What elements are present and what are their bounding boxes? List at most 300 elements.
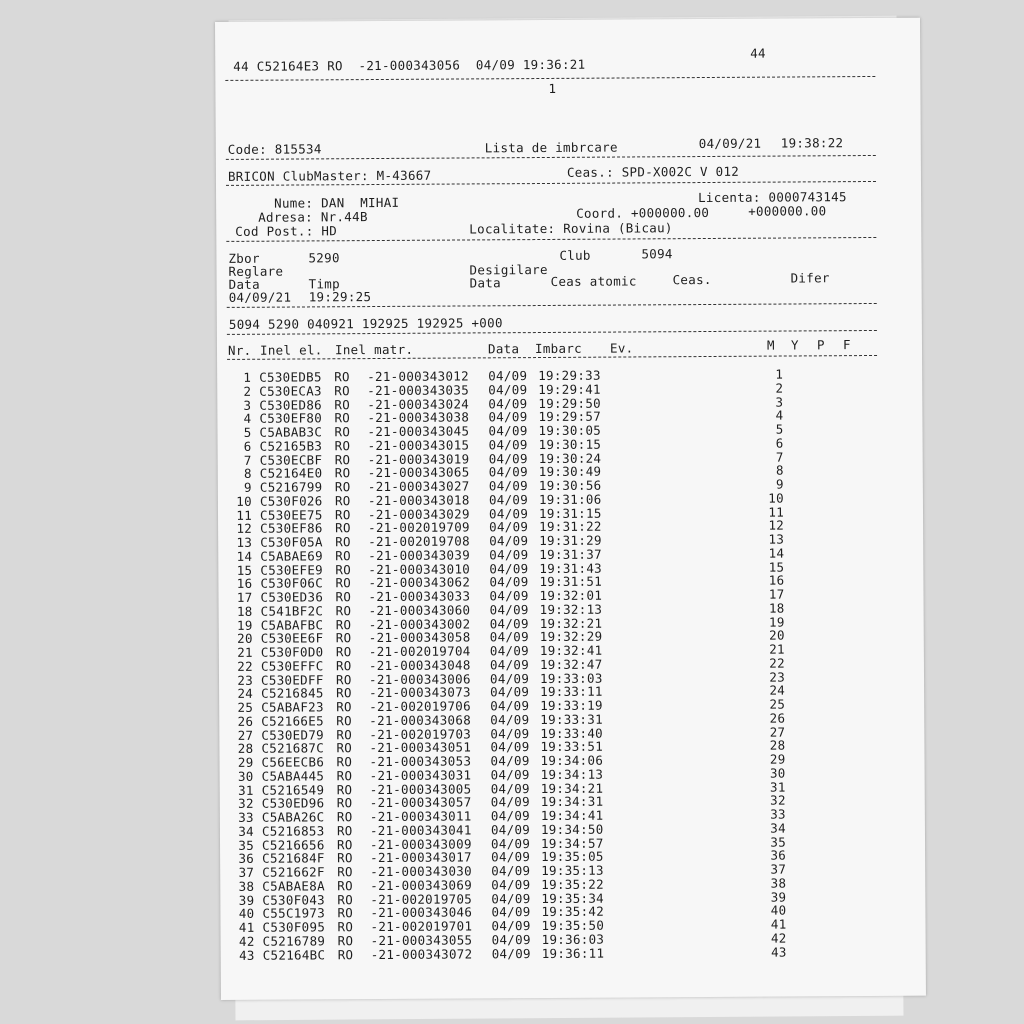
owner-address: Adresa: Nr.44B [258,209,368,225]
row-ring-number: -21-000343046 [370,904,473,921]
col-inel-el: Inel el. [259,342,323,358]
row-time: 19:31:06 [538,491,602,507]
row-ring-electronic: C530F026 [259,493,323,509]
row-date: 04/09 [489,533,529,549]
row-date: 04/09 [490,821,531,838]
row-date: 04/09 [488,450,528,466]
col-imbarc: Imbarc [534,340,583,357]
row-date: 04/09 [490,711,530,728]
row-ring-number: -21-000343045 [367,423,470,440]
row-number: 12 [236,521,253,537]
date-label-2: Data [469,275,501,291]
row-rank: 33 [770,806,786,822]
row-rank: 21 [769,641,785,657]
row-ring-electronic: C5ABAE8A [262,878,325,894]
row-time: 19:32:29 [539,628,603,645]
row-time: 19:35:22 [541,876,604,892]
locality: Localitate: Rovina (Bicau) [469,220,673,237]
row-ring-electronic: C530EF80 [259,410,323,426]
row-number: 18 [236,603,253,619]
row-ring-number: -21-000343057 [369,794,472,811]
row-country: RO [336,712,352,729]
row-time: 19:32:47 [539,656,603,672]
row-country: RO [337,919,354,935]
row-number: 9 [243,479,252,495]
row-rank: 19 [768,614,785,630]
row-time: 19:32:41 [539,642,603,659]
row-number: 21 [237,644,253,660]
row-ring-electronic: C5ABA445 [261,768,325,784]
time-label: Timp [308,276,340,292]
row-ring-number: -21-000343005 [369,780,472,797]
row-ring-number: -21-000343055 [370,932,473,948]
row-time: 19:35:34 [541,890,605,906]
adjustment-time: 19:29:25 [308,289,372,305]
row-ring-number: -21-000343027 [367,478,470,495]
row-number: 15 [236,562,253,578]
row-country: RO [335,520,351,536]
row-ring-electronic: C52166E5 [261,713,324,729]
row-time: 19:34:57 [540,835,604,851]
row-number: 11 [236,507,253,523]
row-date: 04/09 [490,753,530,769]
row-country: RO [335,630,352,646]
row-country: RO [334,369,350,385]
row-country: RO [334,382,350,399]
row-number: 19 [236,617,253,633]
col-m: M [766,337,775,353]
row-number: 17 [236,589,253,605]
flight-label: Zbor [228,250,260,266]
row-ring-electronic: C530F0D0 [260,644,324,660]
row-country: RO [335,534,351,550]
club-label: Club [559,247,591,263]
row-rank: 42 [770,930,787,946]
row-time: 19:33:51 [540,738,604,755]
row-ring-electronic: C5ABAE69 [260,548,323,564]
row-country: RO [334,396,351,412]
row-ring-number: -21-002019708 [368,533,470,550]
row-time: 19:30:49 [538,463,602,480]
row-number: 29 [237,754,254,770]
row-ring-number: -21-000343031 [369,767,472,783]
row-rank: 28 [769,737,786,753]
row-number: 39 [238,892,255,908]
row-date: 04/09 [490,698,530,714]
col-ev: Ev. [609,340,634,356]
coordinate-2: +000000.00 [748,203,827,219]
row-number: 28 [237,741,254,757]
row-ring-electronic: C521662F [262,864,325,880]
col-f: F [842,337,851,353]
row-rank: 9 [775,476,784,492]
row-time: 19:32:01 [539,587,603,604]
row-date: 04/09 [489,560,529,576]
row-number: 33 [238,809,254,825]
row-date: 04/09 [491,849,531,865]
row-number: 4 [243,411,252,427]
col-p: P [816,337,825,353]
row-number: 43 [238,947,255,963]
row-country: RO [334,506,351,522]
row-time: 19:34:50 [540,821,604,837]
row-ring-electronic: C5216549 [261,781,325,798]
row-time: 19:31:15 [538,505,602,521]
row-date: 04/09 [490,739,530,755]
row-date: 04/09 [488,478,529,494]
row-date: 04/09 [489,588,529,604]
row-country: RO [334,492,351,509]
row-number: 41 [238,919,255,935]
row-rank: 25 [769,696,786,712]
row-ring-number: -21-000343017 [370,849,472,866]
row-time: 19:31:29 [539,532,602,549]
row-country: RO [336,740,353,756]
row-number: 20 [237,631,253,647]
row-rank: 18 [768,600,785,616]
page-number: 1 [548,80,557,96]
row-time: 19:33:31 [540,711,603,727]
row-ring-electronic: C55C1973 [262,905,326,921]
row-country: RO [336,822,353,839]
row-ring-number: -21-000343010 [368,560,471,577]
row-ring-number: -21-000343011 [369,808,472,825]
row-ring-electronic: C5ABAB3C [259,424,323,440]
row-time: 19:30:15 [538,436,602,452]
row-number: 10 [236,493,252,509]
row-ring-number: -21-002019703 [369,725,472,742]
row-number: 40 [238,906,255,922]
row-time: 19:33:40 [540,725,604,741]
device-model: BRICON ClubMaster: M-43667 [227,167,432,184]
row-country: RO [334,451,351,467]
row-time: 19:35:42 [541,903,605,920]
table-row [221,944,921,962]
club-number: 5094 [641,246,673,262]
row-ring-electronic: C530EE6F [260,630,324,646]
row-time: 19:34:13 [540,766,604,782]
row-time: 19:34:41 [540,807,604,824]
row-number: 25 [237,699,254,715]
row-time: 19:30:24 [538,450,602,466]
row-ring-number: -21-000343051 [369,739,472,756]
row-country: RO [335,589,352,605]
row-rank: 26 [769,710,786,726]
row-number: 22 [237,658,253,674]
row-date: 04/09 [490,780,530,796]
row-country: RO [336,809,353,825]
row-rank: 3 [775,394,784,410]
row-date: 04/09 [488,395,528,411]
row-ring-electronic: C5216799 [259,479,323,495]
row-rank: 20 [769,627,785,643]
row-ring-number: -21-000343019 [367,450,470,467]
row-date: 04/09 [489,629,529,645]
row-country: RO [337,877,353,894]
row-country: RO [334,424,351,440]
row-rank: 43 [770,944,787,960]
row-ring-electronic: C5ABAF23 [261,699,324,715]
row-number: 34 [238,823,254,839]
row-country: RO [335,561,352,577]
row-time: 19:31:51 [539,573,603,590]
row-rank: 38 [770,875,787,891]
row-country: RO [335,657,352,674]
row-ring-number: -21-000343041 [369,822,472,838]
row-rank: 10 [768,490,784,506]
row-rank: 6 [775,435,784,451]
row-ring-number: -21-000343035 [367,382,470,398]
page-corner-number: 44 [750,45,766,61]
row-number: 6 [243,438,252,454]
row-rank: 5 [775,421,784,437]
row-number: 3 [243,397,252,413]
row-date: 04/09 [489,643,530,659]
row-ring-number: -21-000343018 [367,492,470,508]
row-time: 19:30:05 [538,422,602,439]
row-ring-number: -21-000343058 [368,629,471,646]
row-ring-electronic: C541BF2C [260,603,324,619]
row-rank: 35 [770,834,787,850]
row-number: 13 [236,534,253,550]
row-rank: 23 [769,669,786,685]
row-number: 32 [238,796,254,812]
row-time: 19:33:19 [540,697,603,714]
row-country: RO [336,754,353,770]
row-time: 19:34:21 [540,780,604,796]
row-number: 24 [237,686,254,702]
row-ring-number: -21-000343065 [367,464,470,481]
row-country: RO [336,699,352,715]
row-country: RO [335,547,351,564]
row-ring-electronic: C530EFFC [260,658,324,674]
row-ring-number: -21-000343073 [369,684,471,701]
row-ring-electronic: C5ABAFBC [260,616,324,633]
row-country: RO [335,575,352,591]
row-rank: 27 [769,724,786,740]
row-date: 04/09 [491,863,531,879]
row-ring-electronic: C52164E0 [259,465,323,481]
row-rank: 16 [768,572,785,588]
row-country: RO [334,479,351,495]
row-number: 1 [243,369,252,385]
row-country: RO [337,850,353,866]
row-country: RO [334,465,351,481]
adjustment-date: 04/09/21 [228,289,292,305]
row-country: RO [335,644,352,660]
row-rank: 32 [770,792,786,808]
col-nr: Nr. [227,342,252,358]
divider [226,155,876,160]
row-ring-number: -21-000343062 [368,574,471,591]
row-date: 04/09 [491,904,531,920]
row-ring-number: -21-000343015 [367,437,470,453]
row-rank: 4 [775,407,784,423]
row-date: 04/09 [488,491,529,508]
row-rank: 31 [769,779,786,795]
row-ring-electronic: C5216789 [262,933,326,949]
row-rank: 39 [770,889,787,905]
row-time: 19:31:22 [539,518,602,535]
row-rank: 1 [775,366,784,382]
row-number: 8 [243,466,252,482]
document-title: Lista de imbrcare [484,139,618,156]
row-time: 19:31:37 [539,546,602,562]
row-rank: 2 [775,380,784,396]
row-date: 04/09 [488,381,528,398]
row-rank: 36 [770,847,787,863]
row-time: 19:36:03 [541,931,605,947]
owner-name: Nume: DAN MIHAI [274,194,400,211]
row-rank: 15 [768,559,785,575]
row-number: 7 [243,452,252,468]
row-ring-number: -21-002019704 [368,643,471,660]
row-date: 04/09 [488,505,529,521]
difference-label: Difer [790,270,830,286]
row-number: 16 [236,576,253,592]
row-ring-number: -21-002019705 [370,890,473,907]
postal-code: Cod Post.: HD [235,223,338,239]
row-date: 04/09 [489,615,529,631]
clock-label: Ceas. [672,271,712,288]
row-rank: 41 [770,916,787,932]
row-rank: 30 [769,765,786,781]
row-date: 04/09 [490,766,530,783]
row-ring-number: -21-000343024 [367,395,470,412]
coordinate-1: Coord. +000000.00 [576,204,710,221]
row-date: 04/09 [490,794,530,810]
row-rank: 22 [769,655,785,671]
row-country: RO [336,726,353,742]
date-label: Data [228,276,260,292]
row-ring-electronic: C530EDB5 [259,369,322,385]
row-date: 04/09 [491,876,531,893]
row-rank: 24 [769,682,786,698]
row-time: 19:29:33 [538,367,601,384]
row-rank: 17 [768,586,785,602]
row-date: 04/09 [490,725,530,741]
row-number: 2 [243,383,252,399]
row-ring-electronic: C530EF86 [260,520,323,536]
flight-code-line: 5094 5290 040921 192925 192925 +000 [228,315,503,332]
row-rank: 7 [775,449,784,465]
row-ring-number: -21-000343053 [369,753,472,770]
adjustment-label: Reglare [228,263,284,279]
row-ring-electronic: C530ED86 [259,396,322,413]
row-number: 30 [237,768,254,784]
row-date: 04/09 [490,684,530,700]
row-date: 04/09 [488,423,528,439]
row-ring-electronic: C530ED36 [260,589,324,605]
row-ring-number: -21-000343006 [368,670,471,687]
row-country: RO [335,671,352,687]
row-date: 04/09 [491,945,531,961]
row-date: 04/09 [489,574,529,590]
row-rank: 14 [768,545,785,561]
row-date: 04/09 [489,601,529,618]
unsealing-label: Desigilare [469,261,548,278]
row-number: 26 [237,713,254,729]
club-code: Code: 815534 [227,141,322,157]
row-rank: 29 [769,751,786,767]
row-ring-electronic: C530EDFF [260,671,324,688]
row-country: RO [335,616,352,632]
row-ring-electronic: C530ED79 [261,726,325,743]
row-date: 04/09 [489,546,529,563]
row-ring-number: -21-000343048 [368,657,471,673]
row-time: 19:35:05 [541,848,604,865]
row-number: 31 [237,782,254,798]
row-time: 19:34:06 [540,752,604,769]
row-country: RO [336,836,353,852]
row-time: 19:32:21 [539,615,603,631]
row-country: RO [335,602,352,619]
row-date: 04/09 [491,931,531,948]
row-country: RO [336,781,353,797]
row-ring-number: -21-000343072 [370,945,473,962]
row-ring-number: -21-002019701 [370,918,473,935]
row-ring-electronic: C530F05A [260,534,323,550]
atomic-clock-label: Ceas atomic [550,273,637,289]
row-country: RO [337,905,354,921]
row-rank: 12 [768,517,785,533]
row-ring-number: -21-002019709 [368,519,470,536]
row-country: RO [337,932,354,949]
row-ring-electronic: C530ECA3 [259,383,322,399]
flight-number: 5290 [308,250,340,266]
row-ring-electronic: C5ABA26C [261,809,325,825]
row-time: 19:34:31 [540,793,604,810]
row-date: 04/09 [489,519,529,535]
row-number: 23 [237,672,254,688]
row-number: 5 [243,424,252,440]
row-ring-electronic: C52165B3 [259,438,323,454]
row-time: 19:35:50 [541,917,605,934]
row-date: 04/09 [491,918,531,934]
row-ring-electronic: C5216656 [261,836,325,853]
row-number: 36 [238,851,255,867]
row-ring-electronic: C5216845 [261,685,324,701]
col-inel-matr: Inel matr. [334,341,414,358]
row-ring-electronic: C530EFE9 [260,561,324,578]
license-number: Licenta: 0000743145 [698,189,847,206]
row-ring-number: -21-000343060 [368,602,471,618]
row-date: 04/09 [490,835,531,851]
row-ring-electronic: C521684F [262,850,325,866]
row-country: RO [336,685,352,701]
row-ring-number: -21-000343029 [367,505,470,522]
row-time: 19:30:56 [538,477,602,494]
row-number: 38 [238,878,255,894]
row-country: RO [334,410,351,426]
row-date: 04/09 [488,464,528,480]
clock-model: Ceas.: SPD-X002C V 012 [566,163,740,180]
row-ring-number: -21-000343002 [368,615,471,632]
row-ring-number: -21-000343033 [368,588,471,605]
row-ring-electronic: C5216853 [261,823,325,839]
row-number: 35 [238,837,255,853]
row-ring-electronic: C521687C [261,740,325,756]
row-time: 19:31:43 [539,560,602,576]
row-rank: 13 [768,531,785,547]
row-ring-electronic: C52164BC [262,946,326,963]
row-date: 04/09 [488,368,528,384]
row-ring-number: -21-000343009 [369,835,472,852]
row-ring-number: -21-002019706 [369,698,471,715]
row-country: RO [337,864,353,880]
row-ring-number: -21-000343038 [367,409,470,426]
row-time: 19:33:03 [539,670,603,686]
